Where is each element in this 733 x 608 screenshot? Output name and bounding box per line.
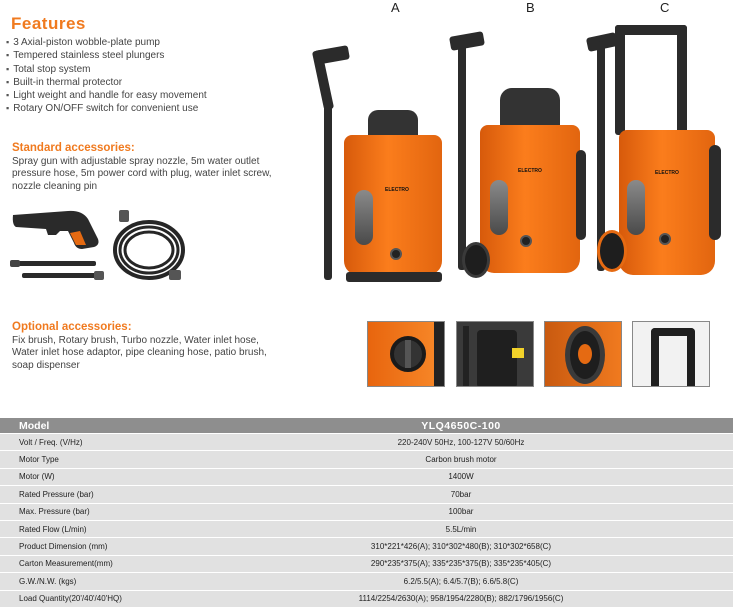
detail-thumb-wheel (544, 321, 622, 387)
spec-value: 290*235*375(A); 335*235*375(B); 335*235*405(C) (189, 556, 733, 572)
spec-row (0, 573, 733, 589)
feature-item: ▪ Total stop system (6, 63, 207, 76)
spec-row (0, 521, 733, 537)
feature-item: ▪ Tempered stainless steel plungers (6, 49, 207, 62)
spec-row (0, 591, 733, 607)
spec-row (0, 469, 733, 485)
standard-accessories-text: Spray gun with adjustable spray nozzle, 5m water outlet pressure hose, 5m power cord with plug, water inlet screw, nozzle cleaning pin (12, 156, 272, 192)
spec-label: Motor (W) (0, 469, 189, 485)
optional-accessories-title: Optional accessories: (12, 321, 132, 333)
pressure-washer-b-image (440, 30, 590, 280)
brand-logo: ELECTRO (518, 168, 542, 174)
spec-table (0, 417, 733, 608)
spec-label: Max. Pressure (bar) (0, 504, 189, 520)
spec-value: 5.5L/min (189, 521, 733, 537)
optional-accessories-text: Fix brush, Rotary brush, Turbo nozzle, Water inlet hose, Water inlet hose adaptor, pipe cleaning hose, patio brush, soap dispenser (12, 335, 267, 371)
spec-value: 100bar (189, 504, 733, 520)
spec-label: G.W./N.W. (kgs) (0, 573, 189, 589)
feature-item: ▪ Light weight and handle for easy movement (6, 89, 207, 102)
spec-row (0, 486, 733, 502)
spec-label: Carton Measurement(mm) (0, 556, 189, 572)
feature-item: ▪ Rotary ON/OFF switch for convenient use (6, 102, 207, 115)
spec-value: 70bar (189, 486, 733, 502)
detail-thumb-switch (367, 321, 445, 387)
detail-thumb-hose-reel (456, 321, 534, 387)
spec-label: Motor Type (0, 451, 189, 467)
pressure-washer-a-image (310, 40, 460, 285)
spec-label: Product Dimension (mm) (0, 538, 189, 554)
spec-value: 1400W (189, 469, 733, 485)
variant-label-b: B (526, 0, 535, 15)
spec-value: 310*221*426(A); 310*302*480(B); 310*302*658(C) (189, 538, 733, 554)
features-title: Features (11, 14, 86, 33)
spec-value: 1114/2254/2630(A); 958/1954/2280(B); 882/1796/1956(C) (189, 591, 733, 607)
feature-item: ▪ 3 Axial-piston wobble-plate pump (6, 36, 207, 49)
spec-label: Load Quantity(20'/40'/40'HQ) (0, 591, 189, 607)
detail-thumb-handle (632, 321, 710, 387)
pressure-washer-c-image (585, 25, 730, 280)
hose-image (107, 208, 187, 288)
spec-header-label: Model (0, 418, 189, 433)
spec-row (0, 504, 733, 520)
spec-header-value: YLQ4650C-100 (189, 418, 733, 433)
spec-row (0, 556, 733, 572)
spec-row (0, 538, 733, 554)
variant-label-a: A (391, 0, 400, 15)
standard-accessories-title: Standard accessories: (12, 142, 135, 154)
spec-value: 220-240V 50Hz, 100-127V 50/60Hz (189, 434, 733, 450)
spec-table-header (0, 418, 733, 433)
brand-logo: ELECTRO (385, 187, 409, 193)
feature-item: ▪ Built-in thermal protector (6, 76, 207, 89)
spec-row (0, 434, 733, 450)
brand-logo: ELECTRO (655, 170, 679, 176)
spec-value: Carbon brush motor (189, 451, 733, 467)
spec-label: Rated Pressure (bar) (0, 486, 189, 502)
variant-label-c: C (660, 0, 670, 15)
spec-value: 6.2/5.5(A); 6.4/5.7(B); 6.6/5.8(C) (189, 573, 733, 589)
spec-label: Volt / Freq. (V/Hz) (0, 434, 189, 450)
features-list (6, 36, 207, 116)
spec-row (0, 451, 733, 467)
spec-label: Rated Flow (L/min) (0, 521, 189, 537)
